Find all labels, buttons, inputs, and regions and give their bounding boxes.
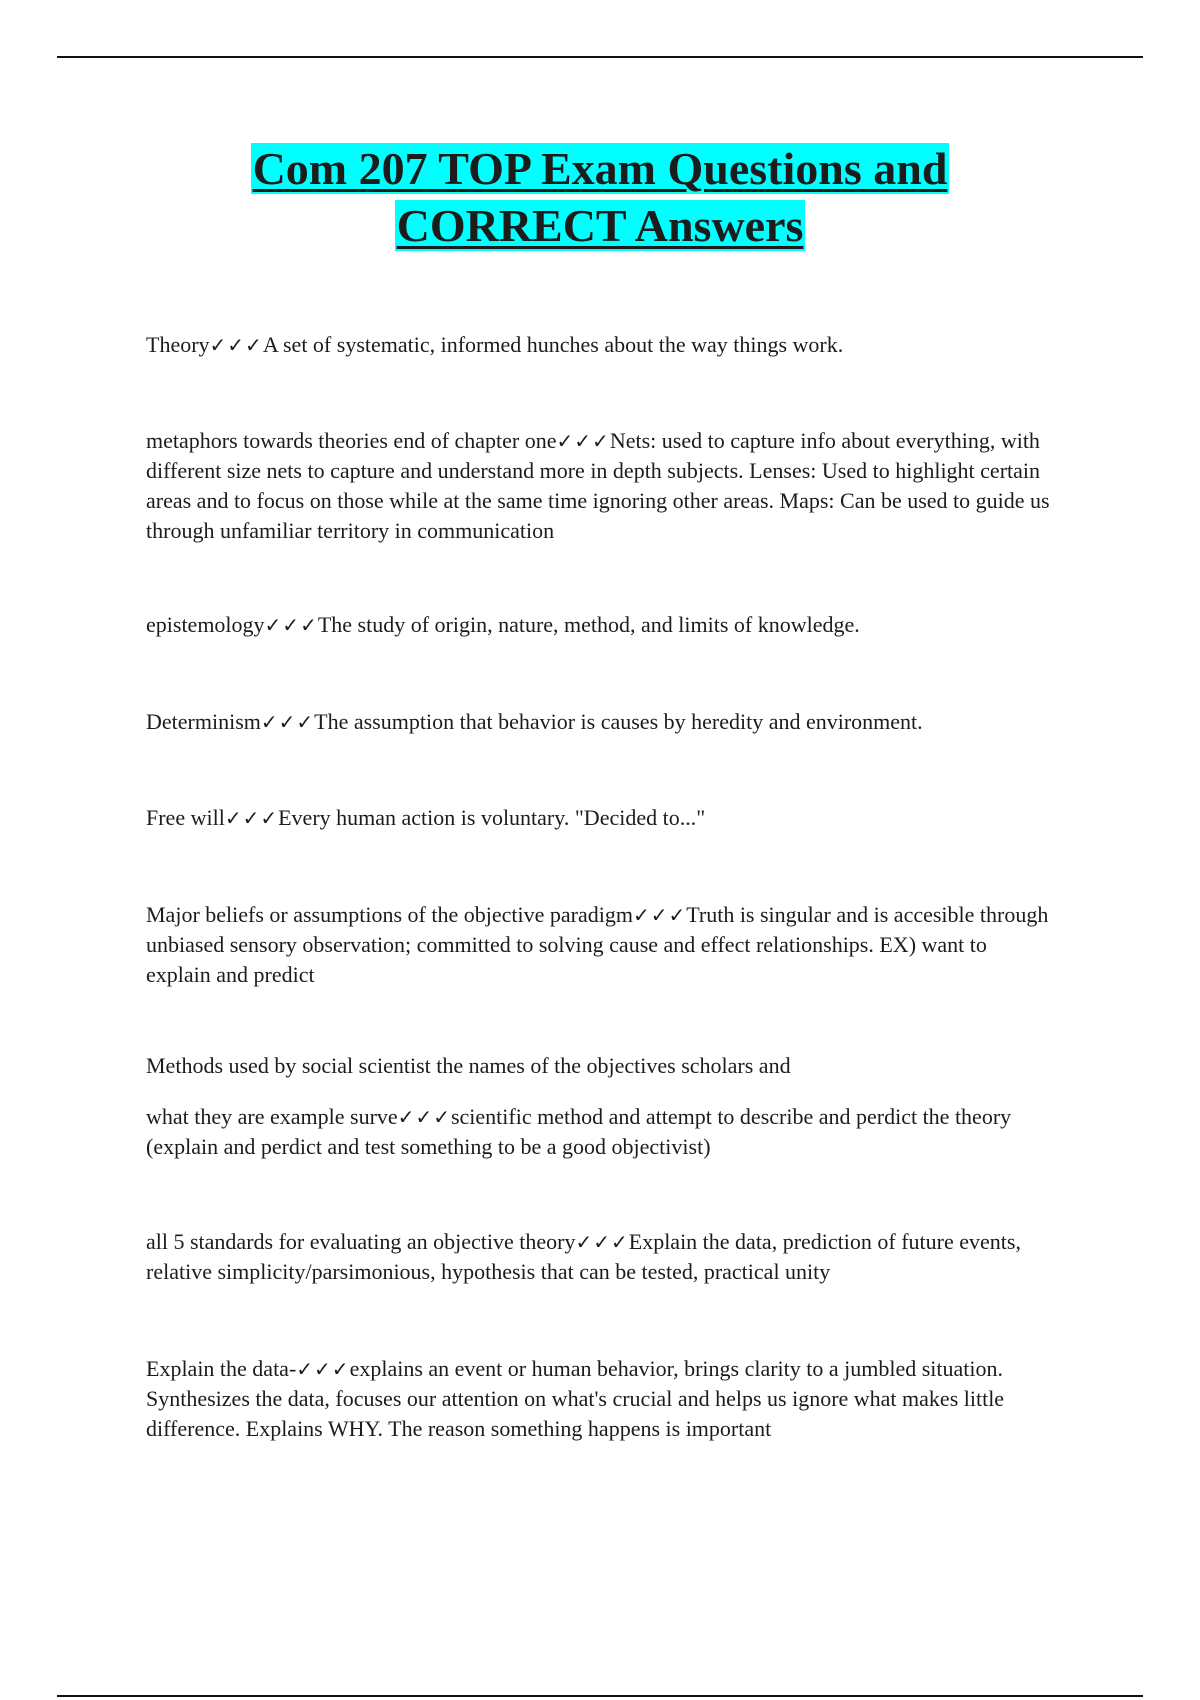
entry-definition: A set of systematic, informed hunches about the way things work.: [262, 332, 844, 357]
checkmark-icon: ✓✓✓: [397, 1105, 451, 1129]
entry-term: Determinism: [146, 709, 261, 734]
entry-term: epistemology: [146, 612, 265, 637]
entry-term: Major beliefs or assumptions of the objective paradigm: [146, 902, 633, 927]
entry-definition: scientific method and attempt to describe and perdict the theory (explain and perdict and test something to be a good objectivist): [146, 1104, 1012, 1159]
page-title: [0, 140, 1200, 254]
entry-definition: Nets: used to capture info about everything, with different size nets to capture and understand more in depth subjects. Lenses: Used to highlight certain areas and to focus on those while at the same time ignoring other areas. Maps: Can be used to guide us through unfamiliar territory in communication: [146, 428, 1050, 543]
entry-term: metaphors towards theories end of chapter one: [146, 428, 557, 453]
entry-term: Explain the data-: [146, 1356, 297, 1381]
qa-entry-explain-data: [146, 1354, 1056, 1444]
entry-definition: Explain the data, prediction of future events, relative simplicity/parsimonious, hypothesis that can be tested, practical unity: [146, 1229, 1021, 1284]
entry-definition: The assumption that behavior is causes by heredity and environment.: [314, 709, 923, 734]
qa-entry-theory: [146, 330, 1056, 360]
entry-definition: explains an event or human behavior, brings clarity to a jumbled situation. Synthesizes the data, focuses our attention on what's crucial and helps us ignore what makes little difference. Explains WHY. The reason something happens is important: [146, 1356, 1005, 1441]
title-line-1: Com 207 TOP Exam Questions and: [252, 143, 948, 194]
checkmark-icon: ✓✓✓: [209, 333, 263, 357]
qa-entry-methods-intro: [146, 1051, 1056, 1081]
entry-definition: Every human action is voluntary. "Decided to...": [278, 805, 706, 830]
entry-definition: Truth is singular and is accesible through unbiased sensory observation; committed to solving cause and effect relationships. EX) want to explain and predict: [146, 902, 1049, 987]
qa-entry-epistemology: [146, 610, 1056, 640]
qa-entry-five-standards: [146, 1227, 1056, 1287]
checkmark-icon: ✓✓✓: [296, 1357, 350, 1381]
qa-entry-methods: [146, 1102, 1056, 1162]
qa-entry-metaphors: [146, 426, 1056, 546]
bottom-rule: [57, 1695, 1143, 1697]
qa-entry-free-will: [146, 803, 1056, 833]
checkmark-icon: ✓✓✓: [575, 1230, 629, 1254]
checkmark-icon: ✓✓✓: [264, 613, 318, 637]
checkmark-icon: ✓✓✓: [632, 903, 687, 927]
checkmark-icon: ✓✓✓: [260, 710, 315, 734]
entry-term: Theory: [146, 332, 210, 357]
top-rule: [57, 56, 1143, 58]
entry-term: all 5 standards for evaluating an objective theory: [146, 1229, 576, 1254]
qa-entry-objective-paradigm: [146, 900, 1056, 990]
entry-definition: The study of origin, nature, method, and limits of knowledge.: [317, 612, 860, 637]
checkmark-icon: ✓✓✓: [556, 429, 610, 453]
entry-term: Free will: [146, 805, 225, 830]
checkmark-icon: ✓✓✓: [224, 806, 279, 830]
entry-term-intro: Methods used by social scientist the names of the objectives scholars and: [146, 1053, 791, 1078]
title-line-2: CORRECT Answers: [396, 200, 804, 251]
entry-term: what they are example surve: [146, 1104, 398, 1129]
qa-entry-determinism: [146, 707, 1056, 737]
